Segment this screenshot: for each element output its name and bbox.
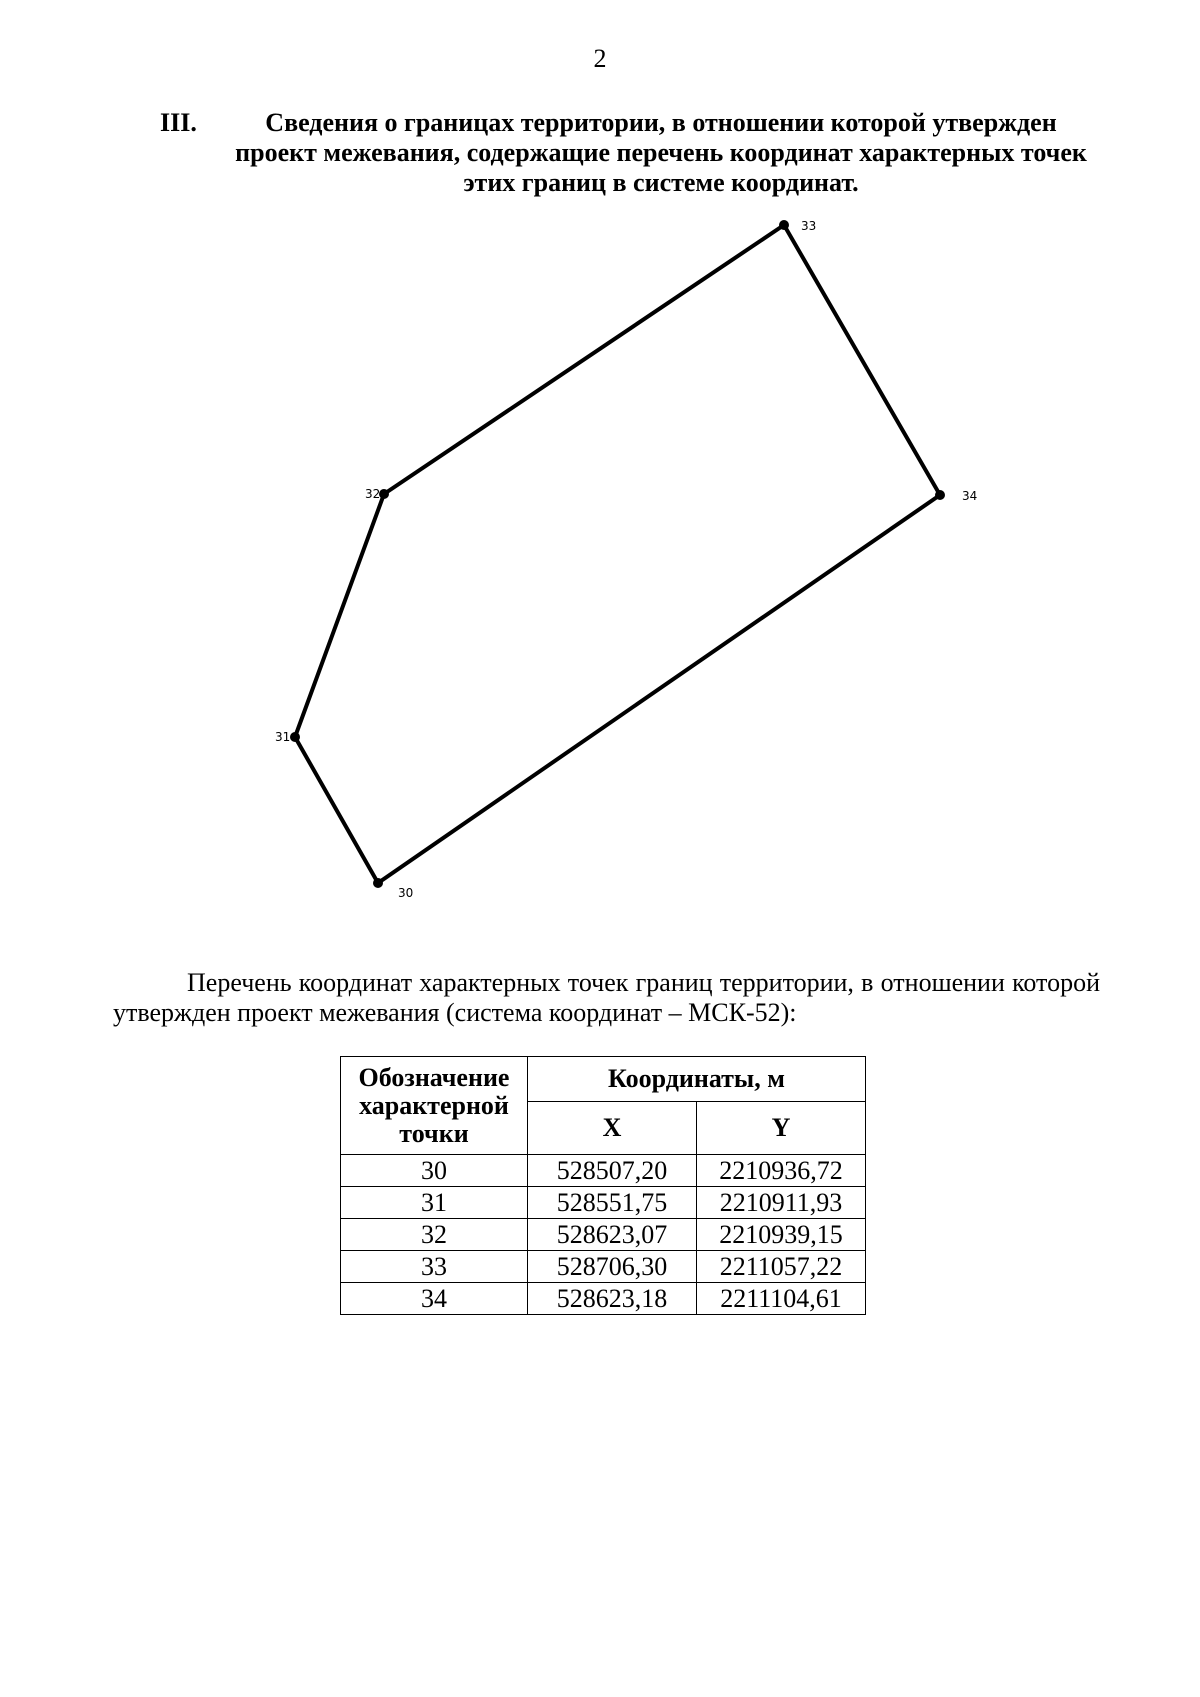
point-label-33: 33 bbox=[801, 219, 817, 233]
section-heading bbox=[160, 108, 1090, 198]
cell-point: 31 bbox=[341, 1187, 528, 1219]
table-row bbox=[341, 1283, 866, 1315]
header-x: X bbox=[528, 1102, 697, 1155]
cell-point: 34 bbox=[341, 1283, 528, 1315]
boundary-point-34 bbox=[935, 490, 945, 500]
point-label-31: 31 bbox=[275, 730, 291, 744]
table-row bbox=[341, 1187, 866, 1219]
cell-point: 33 bbox=[341, 1251, 528, 1283]
boundary-polygon bbox=[295, 225, 940, 883]
point-label-32: 32 bbox=[365, 487, 381, 501]
section-number: III. bbox=[160, 108, 197, 137]
header-point: Обозначение характерной точки bbox=[341, 1057, 528, 1155]
cell-x: 528551,75 bbox=[528, 1187, 697, 1219]
table-row bbox=[341, 1155, 866, 1187]
boundary-point-31 bbox=[290, 732, 300, 742]
header-coordinates: Координаты, м bbox=[528, 1057, 866, 1102]
boundary-plan-drawing bbox=[0, 200, 1200, 920]
cell-point: 30 bbox=[341, 1155, 528, 1187]
cell-y: 2211104,61 bbox=[697, 1283, 866, 1315]
point-label-30: 30 bbox=[398, 886, 414, 900]
boundary-plan bbox=[0, 200, 1200, 920]
coordinates-table bbox=[340, 1056, 866, 1315]
cell-x: 528507,20 bbox=[528, 1155, 697, 1187]
cell-y: 2211057,22 bbox=[697, 1251, 866, 1283]
section-title: Сведения о границах территории, в отношении которой утвержден проект межевания, содержащие перечень координат характерных точек этих границ в системе координат. bbox=[235, 108, 1087, 197]
boundary-point-32 bbox=[379, 489, 389, 499]
table-row bbox=[341, 1219, 866, 1251]
page-number: 2 bbox=[593, 44, 607, 73]
table-row bbox=[341, 1251, 866, 1283]
boundary-point-33 bbox=[779, 220, 789, 230]
header-y: Y bbox=[697, 1102, 866, 1155]
cell-x: 528623,07 bbox=[528, 1219, 697, 1251]
cell-x: 528706,30 bbox=[528, 1251, 697, 1283]
cell-y: 2210939,15 bbox=[697, 1219, 866, 1251]
cell-y: 2210936,72 bbox=[697, 1155, 866, 1187]
cell-point: 32 bbox=[341, 1219, 528, 1251]
boundary-point-30 bbox=[373, 878, 383, 888]
point-label-34: 34 bbox=[962, 489, 978, 503]
intro-paragraph bbox=[113, 968, 1100, 1028]
cell-x: 528623,18 bbox=[528, 1283, 697, 1315]
intro-text: Перечень координат характерных точек границ территории, в отношении которой утвержден проект межевания (система координат – МСК-52): bbox=[113, 968, 1100, 1027]
cell-y: 2210911,93 bbox=[697, 1187, 866, 1219]
